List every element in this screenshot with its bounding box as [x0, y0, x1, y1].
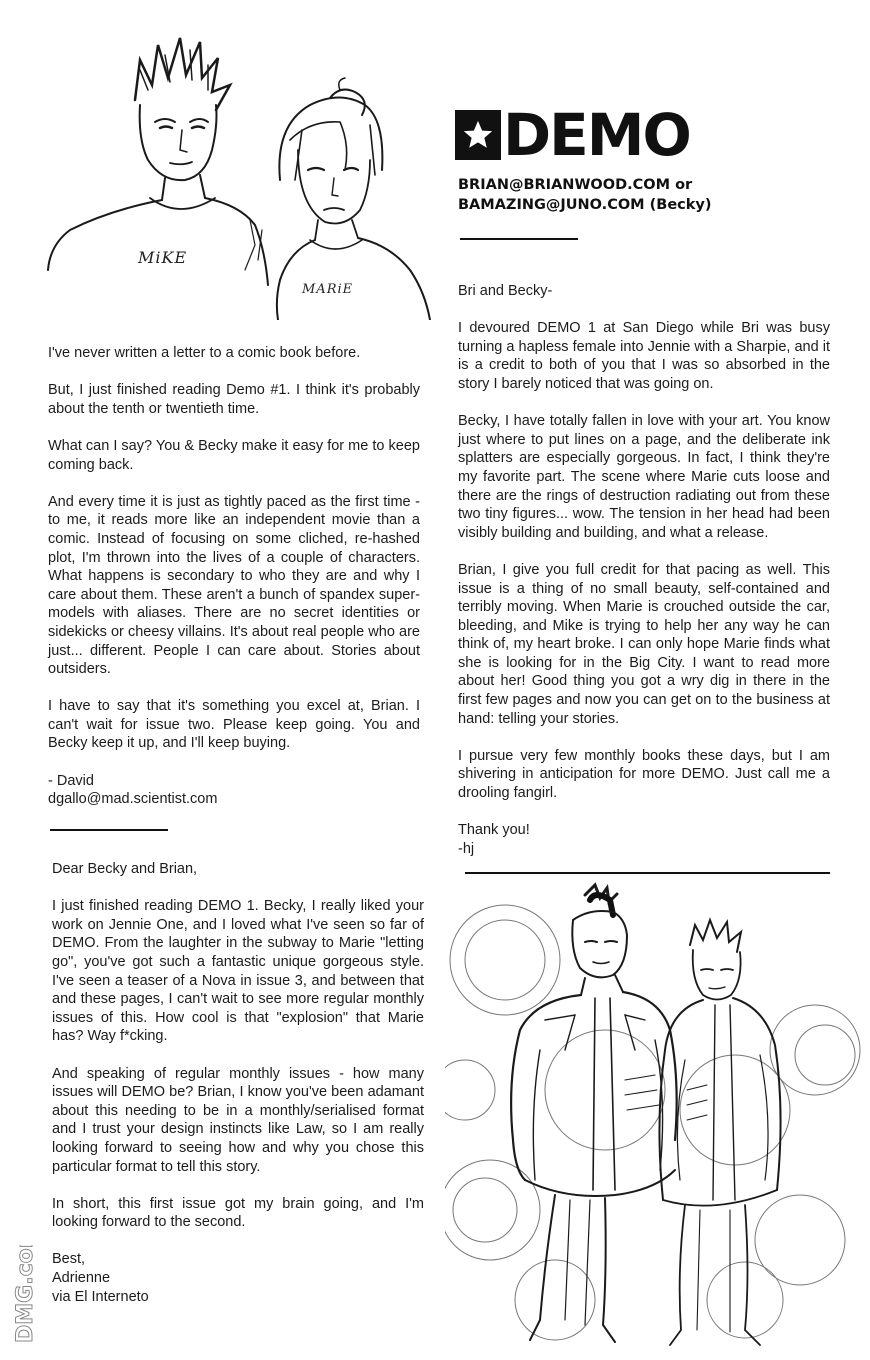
logo-text: DEMO	[503, 101, 690, 169]
letter-paragraph: I just finished reading DEMO 1. Becky, I really liked your work on Jennie One, and I loved what I've seen so far of DEMO. From the laughter in the subway to Marie "letting go", you've got such a fantastic unique gorgeous style. I've seen a teaser of a Nova in issue 3, and between that and these pages, I can't wait to see more regular monthly issues of this. How cool is that "explosion" that Marie has? Way f*cking.	[52, 898, 424, 1045]
letter-paragraph: In short, this first issue got my brain going, and I'm looking forward to the second.	[52, 1195, 424, 1231]
signoff-line: Adrienne	[52, 1270, 111, 1287]
letter-paragraph: I have to say that it's something you excel at, Brian. I can't wait for issue two. Please keep going. You and Becky keep it up, and I'll keep buying.	[48, 698, 420, 752]
letter-paragraph: Becky, I have totally fallen in love with your art. You know just where to put lines on a page, and the deliberate ink splatters are especially gorgeous. In fact, I think they're my favorite part. The scene where Marie cuts loose and there are the rings of destruction radiating out from these two tiny figures... wow. The tension in her head had been visibly building and building, and what a release.	[458, 413, 830, 541]
letter-paragraph: What can I say? You & Becky make it easy for me to keep coming back.	[48, 437, 420, 473]
signoff-line: via El Interneto	[52, 1288, 149, 1305]
signoff-line: Best,	[52, 1251, 86, 1268]
divider-rule	[50, 829, 168, 831]
signoff-line: Thank you!	[458, 822, 530, 839]
letter-paragraph: And every time it is just as tightly paced as the first time - to me, it reads more like an independent movie than a comic. Instead of focusing on some cliched, re-hashed plot, I'm thrown into the lives of a couple of characters. What happens is secondary to who they are and why I care about them. These aren't a bunch of spandex super-models with aliases. There are no secret identities or sidekicks or cheesy villains. It's about real people who are just... different. People I can care about. Stories about outsiders.	[48, 493, 420, 678]
letter-paragraph: I've never written a letter to a comic book before.	[48, 345, 361, 361]
signoff-line: - David	[48, 772, 94, 789]
letter-salutation: Bri and Becky-	[458, 283, 553, 299]
letter-hj	[458, 282, 830, 858]
email-line-brian: BRIAN@BRIANWOOD.COM or	[458, 177, 693, 193]
demo-logo	[455, 101, 690, 169]
divider-rule	[465, 872, 830, 874]
letter-david	[48, 344, 420, 809]
letter-paragraph: But, I just finished reading Demo #1. I think it's probably about the tenth or twentieth time.	[48, 382, 420, 417]
letter-paragraph: I devoured DEMO 1 at San Diego while Bri was busy turning a hapless female into Jennie with a Sharpie, and it is a credit to both of you that I was so absorbed in the story I barely noticed that was going on.	[458, 320, 830, 392]
watermark-text: DMG.com	[13, 1245, 38, 1343]
divider-rule	[460, 238, 578, 240]
letter-paragraph: I pursue very few monthly books these days, but I am shivering in anticipation for more DEMO. Just call me a drooling fangirl.	[458, 747, 830, 802]
letter-paragraph: Brian, I give you full credit for that pacing as well. This issue is a thing of no small beauty, self-contained and terribly moving. When Marie is crouched outside the car, bleeding, and Mike is trying to help her any way he can think of, my heart broke. I can only hope Marie finds what she is looking for in the Big City. I want to read more about her! Good thing you got a wry dig in there in the first few pages and now you can get on to the business at hand: telling your stories.	[458, 561, 830, 727]
signoff-line: -hj	[458, 840, 475, 857]
letter-paragraph: And speaking of regular monthly issues - how many issues will DEMO be? Brian, I know you've been adamant about this needing to be in a monthly/serialised format and I trust your design instincts like Law, so I am really looking forward to seeing how and why you chose this particular format to tell this story.	[52, 1065, 424, 1175]
dmg-watermark	[4, 1245, 40, 1345]
star-icon	[455, 110, 501, 160]
contact-emails	[458, 175, 711, 215]
signoff-email: dgallo@mad.scientist.com	[48, 791, 218, 808]
mike-label: MiKE	[138, 248, 188, 267]
email-line-becky: BAMAZING@JUNO.COM (Becky)	[458, 197, 712, 213]
mike-and-marie-illustration	[40, 30, 440, 320]
letter-adrienne	[52, 860, 424, 1306]
letter-salutation: Dear Becky and Brian,	[52, 861, 198, 877]
marie-label: MARiE	[302, 282, 354, 297]
two-figures-illustration	[445, 880, 865, 1350]
